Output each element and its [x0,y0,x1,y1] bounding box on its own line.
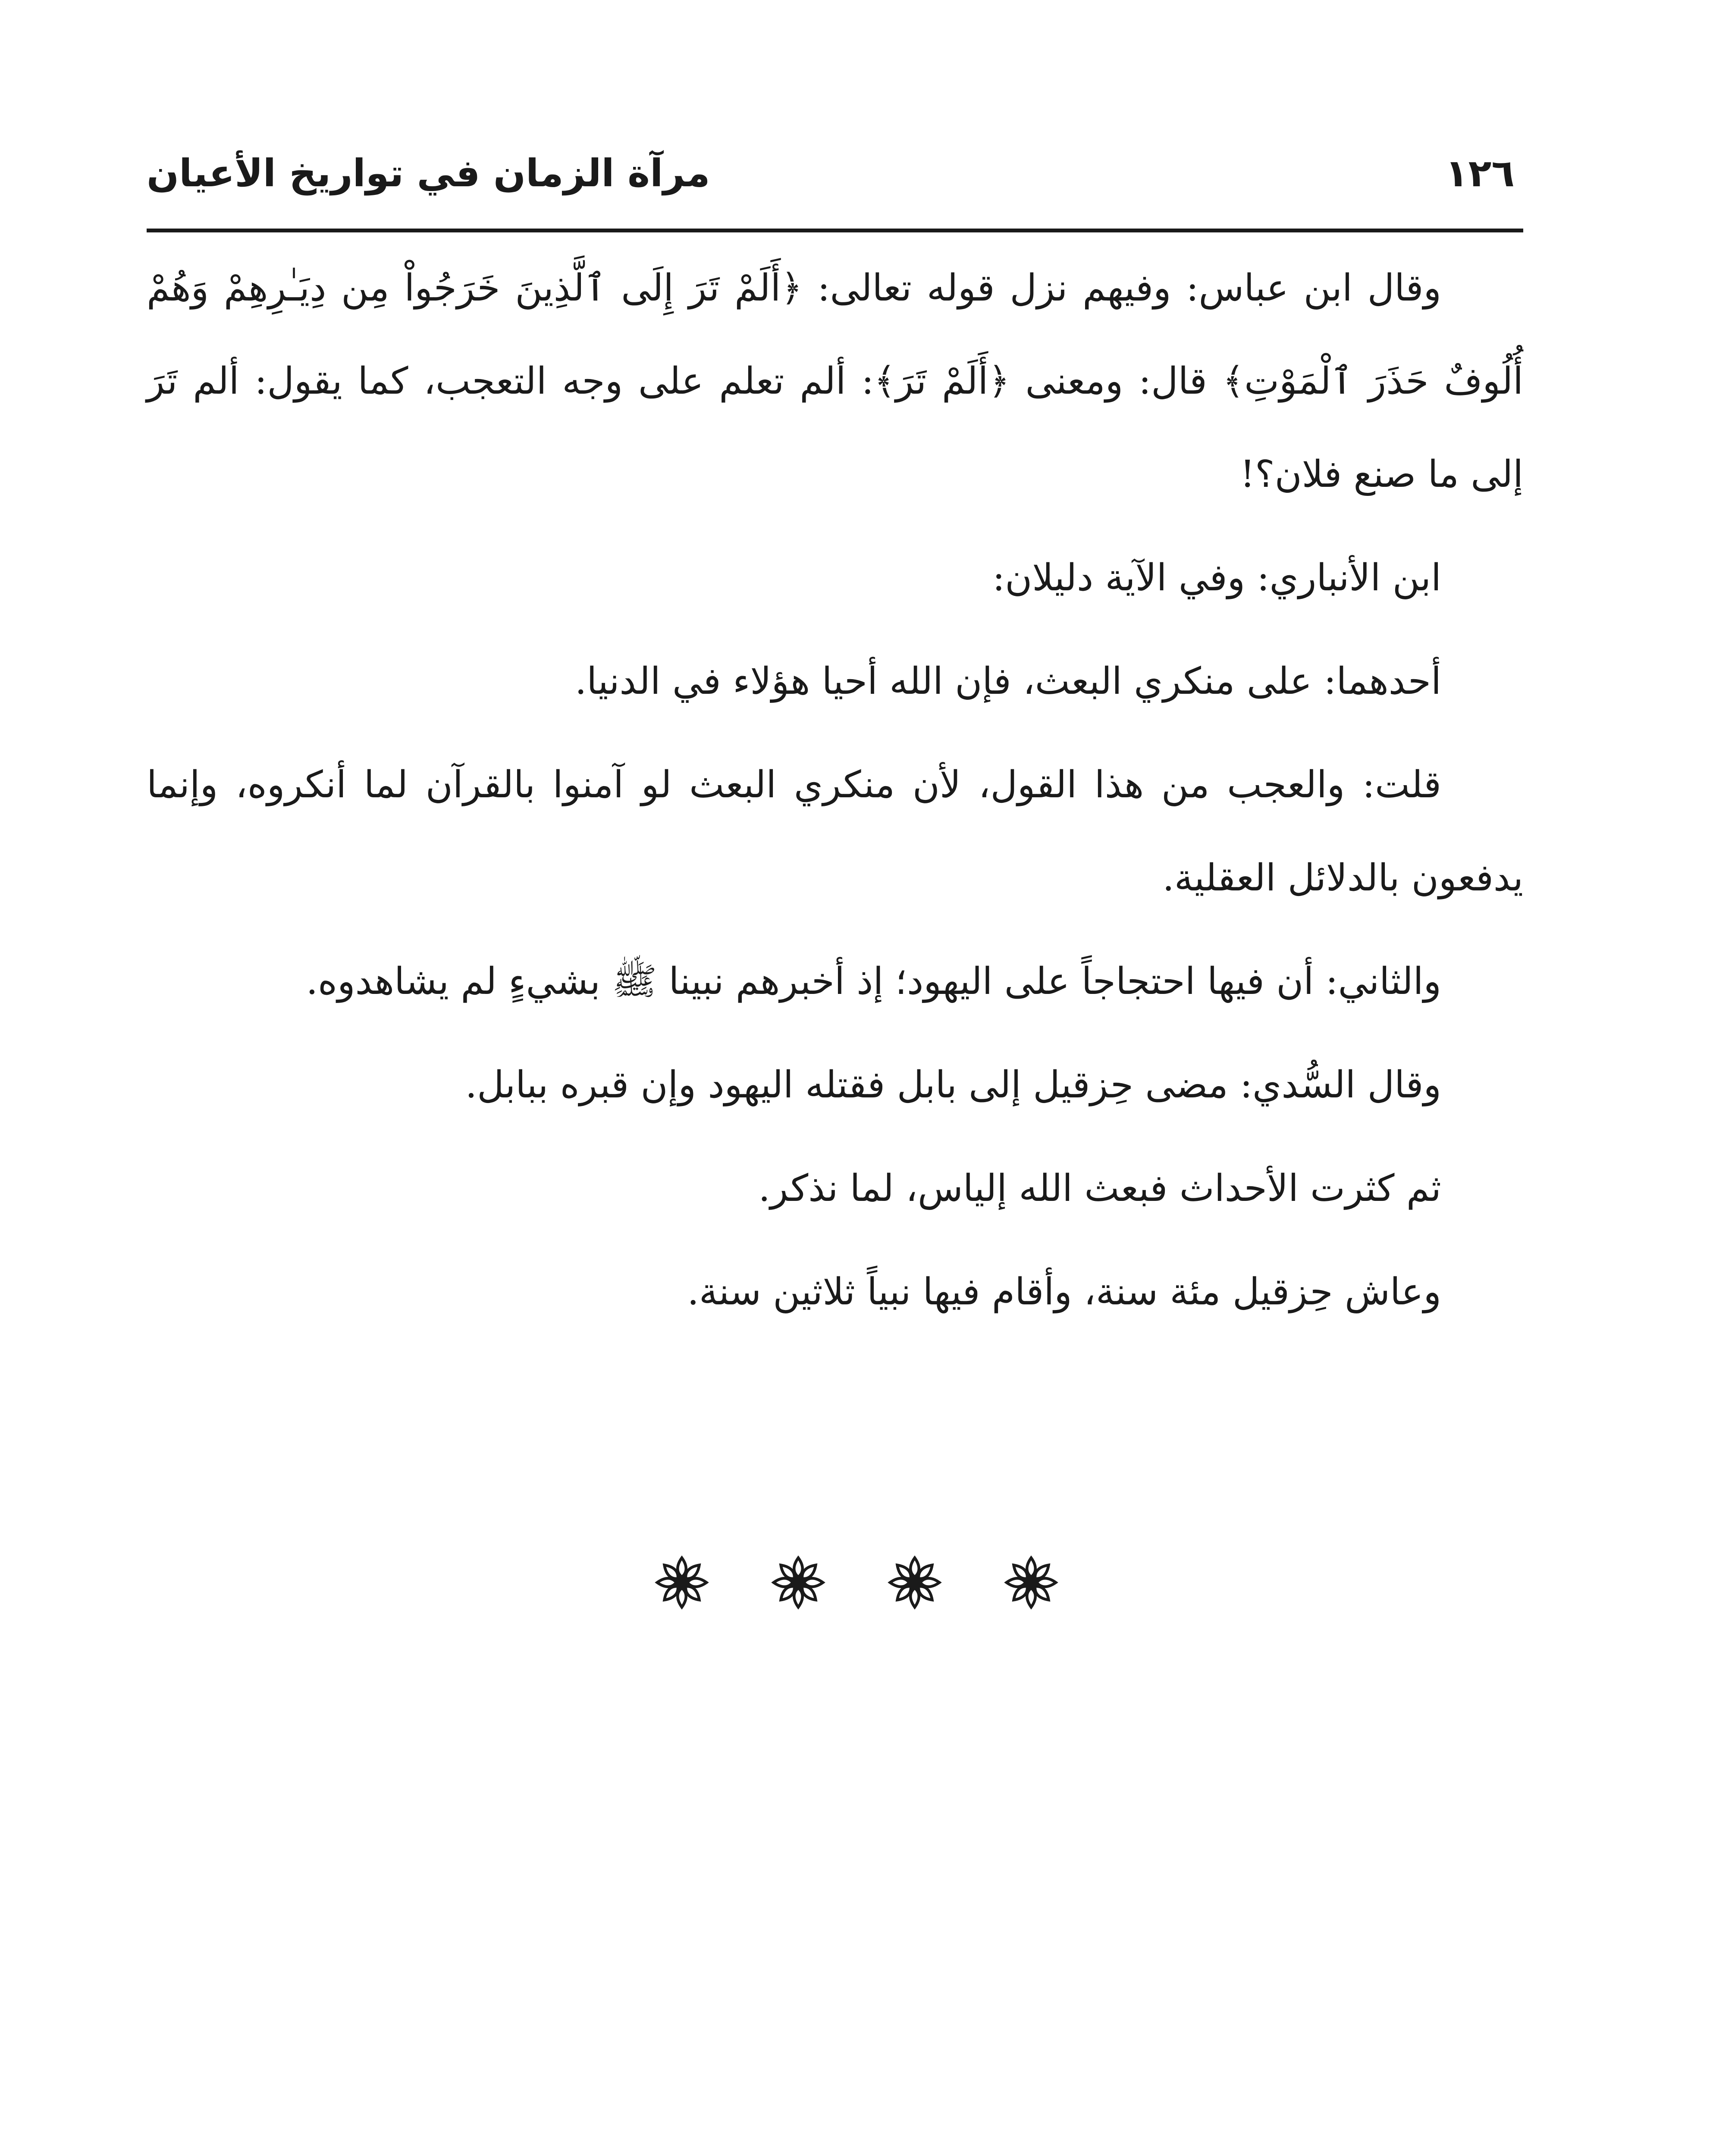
flower-ornament-icon [770,1554,826,1611]
main-text [147,241,1523,1349]
flower-ornament-icon [1003,1554,1059,1611]
paragraph-ilyas: ثم كثرت الأحداث فبعث الله إلياس، لما نذكر. [758,1167,1441,1210]
paragraph-second-proof: والثاني: أن فيها احتجاجاً على اليهود؛ إذ أخبرهم نبينا ﷺ بشيءٍ لم يشاهدوه. [306,960,1441,1003]
paragraph-first-proof: أحدهما: على منكري البعث، فإن الله أحيا هؤلاء في الدنيا. [574,660,1441,703]
page-number: ١٢٦ [1445,151,1515,195]
section-divider [0,1548,1713,1617]
paragraph-ibn-abbas: وقال ابن عباس: وفيهم نزل قوله تعالى: ﴿أَلَمْ تَرَ إِلَى ٱلَّذِينَ خَرَجُواْ مِن دِيَـٰرِهِمْ وَهُمْ أُلُوفٌ حَذَرَ ٱلْمَوْتِ﴾ قال: ومعنى ﴿أَلَمْ تَرَ﴾: ألم تعلم على وجه التعجب، كما يقول: ألم تَرَ إلى ما صنع فلان؟! [147,266,1523,496]
book-title: مرآة الزمان في تواريخ الأعيان [147,151,710,195]
paragraph-hizqil-age: وعاش حِزقيل مئة سنة، وأقام فيها نبياً ثلاثين سنة. [687,1270,1441,1313]
paragraph-author-comment: قلت: والعجب من هذا القول، لأن منكري البعث لو آمنوا بالقرآن لما أنكروه، وإنما يدفعون بالدلائل العقلية. [147,763,1523,899]
running-header [147,142,1523,216]
paragraph-al-suddi: وقال السُّدي: مضى حِزقيل إلى بابل فقتله اليهود وإن قبره ببابل. [465,1063,1441,1106]
header-rule [147,229,1523,232]
paragraph-ibn-al-anbari: ابن الأنباري: وفي الآية دليلان: [992,556,1441,599]
flower-ornament-icon [887,1554,943,1611]
flower-ornament-icon [654,1554,710,1611]
